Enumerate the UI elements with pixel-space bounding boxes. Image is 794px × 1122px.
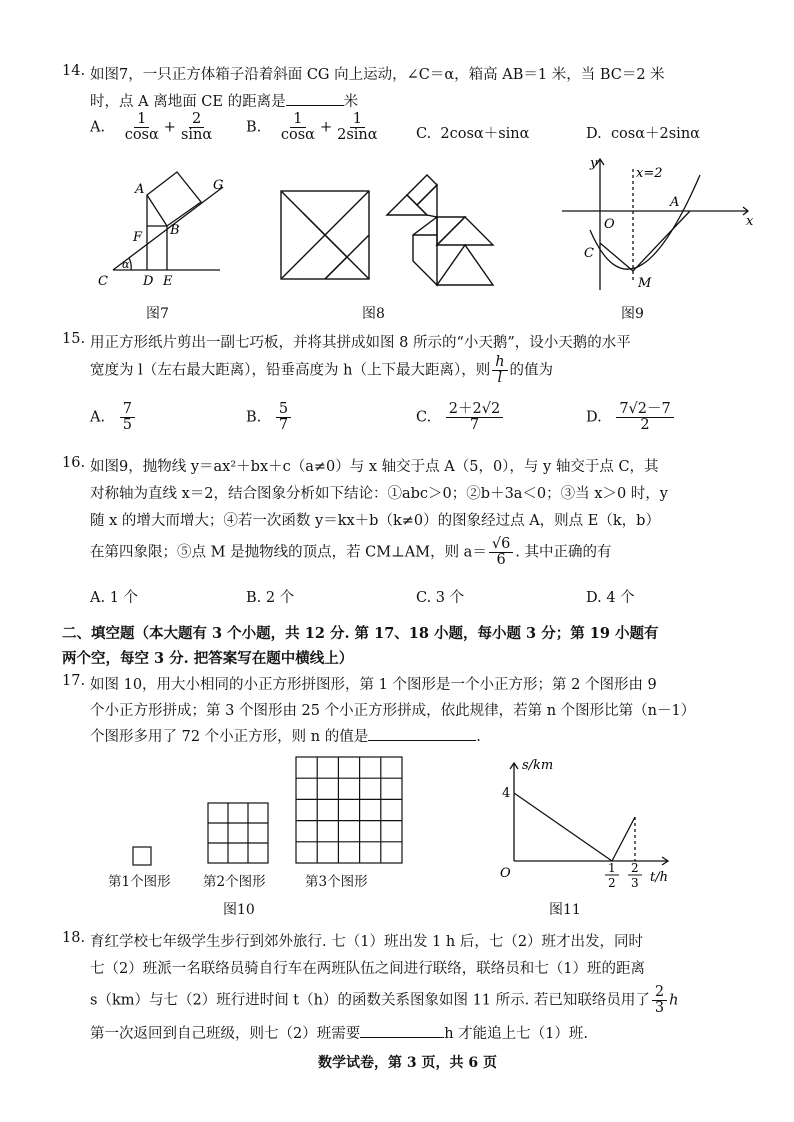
fig11-label-o: O bbox=[500, 866, 511, 881]
section2-heading-line1: 二、填空题（本大题有 3 个小题，共 12 分. 第 17、18 小题，每小题 3 分；第 19 小题有 bbox=[62, 625, 659, 642]
fig11-frac1-d: 2 bbox=[608, 876, 616, 890]
fig7-label-g: G bbox=[213, 178, 224, 193]
figure-9-parabola bbox=[560, 155, 760, 295]
fig10-sub2: 第2个图形 bbox=[203, 874, 266, 890]
q16-option-a: A. 1 个 bbox=[90, 590, 139, 606]
q15-line1: 用正方形纸片剪出一副七巧板，并将其拼成如图 8 所示的“小天鹅”，设小天鹅的水平 bbox=[90, 335, 631, 351]
fig11-caption: 图11 bbox=[549, 902, 581, 918]
section2-heading-line2: 两个空，每空 3 分. 把答案写在题中横线上） bbox=[62, 650, 354, 667]
fig10-caption: 图10 bbox=[223, 902, 255, 918]
q15-line2: 宽度为 l（左右最大距离），铅垂高度为 h（上下最大距离），则 $\frac{h}{l}$ 的值为 bbox=[90, 354, 554, 387]
q17-line1: 如图 10，用大小相同的小正方形拼图形，第 1 个图形是一个小正方形；第 2 个图形由 9 bbox=[90, 677, 657, 693]
q16-number: 16. bbox=[62, 455, 86, 471]
q16-option-c: C. 3 个 bbox=[416, 590, 465, 606]
q15-option-a: A. $\frac{7}{5}$ bbox=[90, 402, 137, 433]
fig11-label-t: t/h bbox=[650, 870, 668, 885]
q18-line4: 第一次返回到自己班级，则七（2）班需要 h 才能追上七（1）班. bbox=[90, 1026, 589, 1042]
fig9-label-m: M bbox=[638, 276, 652, 291]
q15-option-b: B. $\frac{5}{7}$ bbox=[246, 402, 293, 433]
q15-option-c: C. $\frac{2+2√2}{7}$ bbox=[416, 402, 505, 433]
figure-10 bbox=[100, 755, 400, 870]
fig8-caption: 图8 bbox=[362, 306, 385, 322]
q17-line2: 个小正方形拼成；第 3 个图形由 25 个小正方形拼成，依此规律，若第 n 个图形比第（n－1） bbox=[90, 703, 696, 719]
fig9-label-x2: x=2 bbox=[636, 166, 663, 181]
fig7-label-c: C bbox=[98, 274, 108, 289]
q14-option-c: C. 2cosα＋sinα bbox=[416, 126, 530, 142]
page-footer: 数学试卷，第 3 页，共 6 页 bbox=[318, 1055, 497, 1071]
q15-number: 15. bbox=[62, 331, 86, 347]
q14-line2 bbox=[90, 90, 358, 111]
fig11-label-4: 4 bbox=[502, 786, 511, 801]
figure-7 bbox=[95, 165, 230, 289]
q14-answer-blank bbox=[286, 105, 344, 106]
q14-option-a: A. $\frac{1}{\cos\alpha}$ + $\frac{2}{\sin\alpha}$ bbox=[90, 111, 213, 144]
q16-option-b: B. 2 个 bbox=[246, 590, 295, 606]
fig11-frac2-n: 2 bbox=[631, 861, 639, 875]
fig9-label-x: x bbox=[746, 214, 754, 229]
q16-line3: 随 x 的增大而增大；④若一次函数 y＝kx＋b（k≠0）的图象经过点 A，则点 E（k，b） bbox=[90, 513, 660, 529]
fig11-label-s: s/km bbox=[522, 758, 554, 773]
fig7-label-a: A bbox=[135, 182, 145, 197]
fig7-label-e: E bbox=[163, 274, 173, 289]
q17-answer-blank bbox=[368, 740, 476, 741]
fig9-label-o: O bbox=[604, 217, 615, 232]
q14-option-b: B. $\frac{1}{\cos\alpha}$ + $\frac{1}{2\sin\alpha}$ bbox=[246, 111, 378, 144]
q15-option-d: D. $\frac{7√2-7}{2}$ bbox=[586, 402, 676, 433]
q16-line2: 对称轴为直线 x＝2，结合图象分析如下结论：①abc＞0；②b＋3a＜0；③当 x＞0 时，y bbox=[90, 486, 668, 502]
q17-number: 17. bbox=[62, 673, 86, 689]
fig11-frac1-n: 1 bbox=[608, 861, 616, 875]
q14-number: 14. bbox=[62, 63, 86, 79]
q16-line4: 在第四象限；⑤点 M 是抛物线的顶点，若 CM⊥AM，则 a＝ $\frac{√6}{6}$ . 其中正确的有 bbox=[90, 536, 612, 569]
fig9-label-a: A bbox=[670, 195, 680, 210]
q16-line1: 如图9，抛物线 y＝ax²＋bx＋c（a≠0）与 x 轴交于点 A（5，0），与 y 轴交于点 C，其 bbox=[90, 459, 659, 475]
fig9-label-y: y bbox=[590, 156, 598, 171]
fig7-label-f: F bbox=[133, 230, 143, 245]
q18-line2: 七（2）班派一名联络员骑自行车在两班队伍之间进行联络，联络员和七（1）班的距离 bbox=[90, 961, 645, 977]
fig7-label-d: D bbox=[143, 274, 154, 289]
q14-line2-b: 米 bbox=[343, 94, 359, 110]
fig10-sub3: 第3个图形 bbox=[305, 874, 368, 890]
q18-number: 18. bbox=[62, 930, 86, 946]
fig7-label-alpha: α bbox=[122, 258, 130, 271]
q18-line3: s（km）与七（2）班行进时间 t（h）的函数关系图象如图 11 所示. 若已知联络员用了 $\frac{2}{3}$ h bbox=[90, 984, 679, 1017]
q14-line1: 如图7，一只正方体箱子沿着斜面 CG 向上运动，∠C＝α，箱高 AB＝1 米，当 BC＝2 米 bbox=[90, 67, 665, 83]
fig9-caption: 图9 bbox=[621, 306, 644, 322]
q14-line2-a: 时，点 A 离地面 CE 的距离是 bbox=[90, 94, 286, 110]
fig10-sub1: 第1个图形 bbox=[108, 874, 171, 890]
q16-option-d: D. 4 个 bbox=[586, 590, 635, 606]
figure-8-tangram-square bbox=[280, 190, 370, 282]
q18-line1: 育红学校七年级学生步行到郊外旅行. 七（1）班出发 1 h 后，七（2）班才出发，同时 bbox=[90, 934, 644, 950]
figure-8-swan bbox=[385, 175, 495, 287]
fig7-caption: 图7 bbox=[146, 306, 169, 322]
q18-answer-blank bbox=[360, 1037, 444, 1038]
q14-option-d: D. cosα＋2sinα bbox=[586, 126, 700, 142]
fig9-label-c: C bbox=[584, 246, 594, 261]
fig11-frac2-d: 3 bbox=[631, 876, 639, 890]
q17-line3: 个图形多用了 72 个小正方形，则 n 的值是 . bbox=[90, 729, 481, 745]
figure-11-graph bbox=[500, 757, 680, 890]
fig7-label-b: B bbox=[170, 223, 180, 238]
